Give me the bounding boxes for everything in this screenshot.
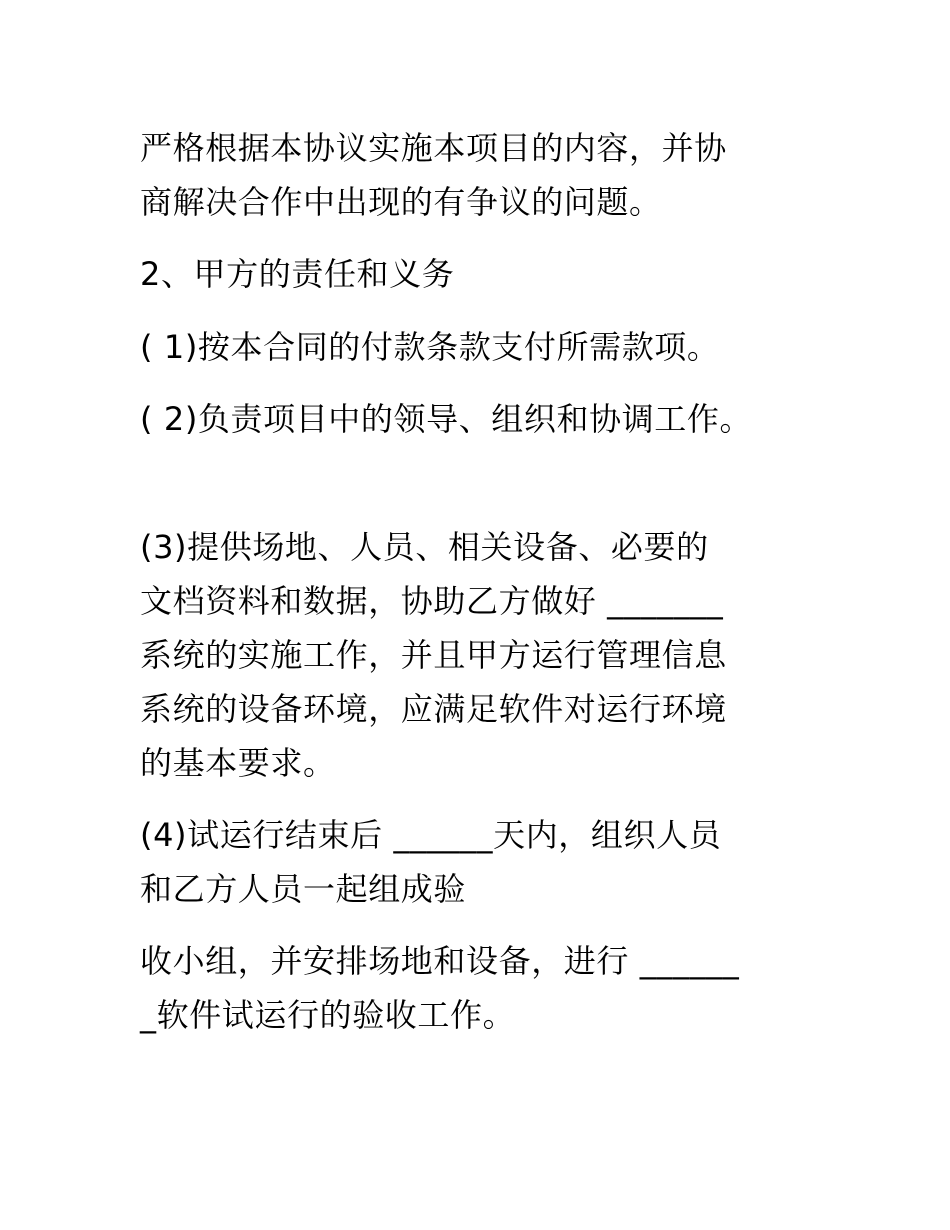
list-item: ( 2)负责项目中的领导、组织和协调工作。 xyxy=(140,400,753,438)
list-item: (3)提供场地、人员、相关设备、必要的 xyxy=(140,528,709,566)
list-item: (4)试运行结束后 ______天内，组织人员 xyxy=(140,816,722,854)
section-heading: 2、甲方的责任和义务 xyxy=(140,255,455,293)
paragraph-line: 系统的设备环境，应满足软件对运行环境 xyxy=(140,690,727,728)
paragraph-line: 收小组，并安排场地和设备，进行 ______ xyxy=(140,942,740,980)
paragraph-line: 系统的实施工作，并且甲方运行管理信息 xyxy=(140,636,727,674)
paragraph-line: 的基本要求。 xyxy=(140,744,336,782)
paragraph-line: 和乙方人员一起组成验 xyxy=(140,870,467,908)
list-item: ( 1)按本合同的付款条款支付所需款项。 xyxy=(140,328,720,366)
paragraph-line: 严格根据本协议实施本项目的内容，并协 xyxy=(140,129,727,167)
paragraph-line: 商解决合作中出现的有争议的问题。 xyxy=(140,183,662,221)
paragraph-line: _软件试运行的验收工作。 xyxy=(140,996,516,1034)
paragraph-line: 文档资料和数据，协助乙方做好 _______ xyxy=(140,582,724,620)
